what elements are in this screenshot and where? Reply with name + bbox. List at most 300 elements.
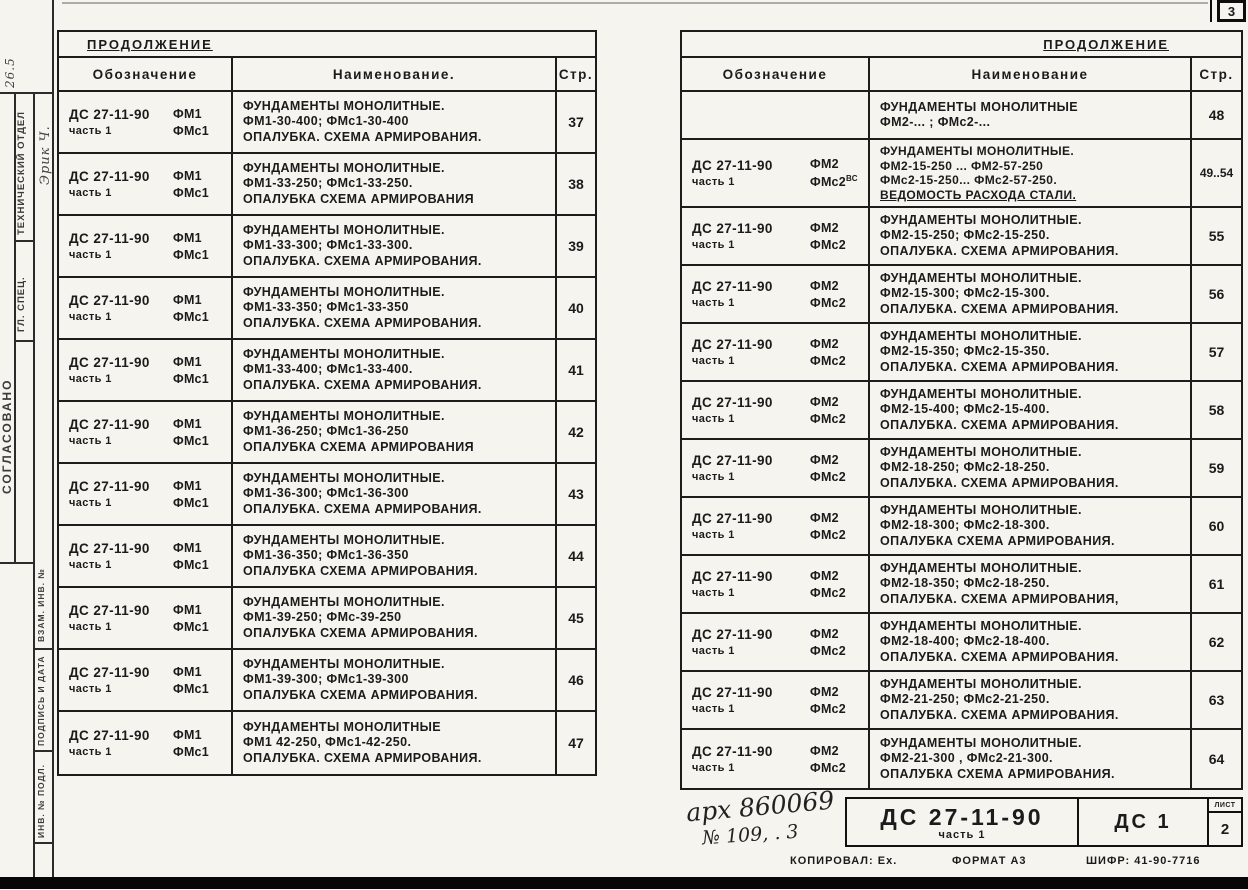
row-designation-code: ДС 27-11-90 (69, 293, 150, 308)
row-designation-part: часть 1 (692, 471, 735, 483)
frame-line (33, 842, 52, 844)
table-row (682, 266, 1241, 324)
row-name-cell (231, 526, 557, 586)
name-line: ФМ2-21-300 , ФМс2-21-300. (880, 751, 1053, 766)
column-header-designation: Обозначение (92, 66, 198, 82)
row-designation-left (692, 158, 810, 188)
row-page-number: 64 (1208, 751, 1225, 767)
row-page-number: 43 (568, 486, 584, 502)
name-line: ОПАЛУБКА. СХЕМА АРМИРОВАНИЯ. (880, 417, 1119, 432)
name-line: ФУНДАМЕНТЫ МОНОЛИТНЫЕ. (880, 618, 1082, 633)
row-mark-1: ФМ2 (810, 743, 839, 758)
row-designation-part: часть 1 (692, 297, 735, 309)
row-mark-2: ФМс2 (810, 469, 847, 484)
row-designation-cell (682, 672, 868, 728)
name-line: ФМ2-18-400; ФМс2-18-400. (880, 634, 1050, 649)
row-designation-cell (682, 140, 868, 206)
name-line: ФУНДАМЕНТЫ МОНОЛИТНЫЕ. (880, 212, 1082, 227)
row-name-cell (868, 92, 1192, 138)
name-line: ОПАЛУБКА СХЕМА АРМИРОВАНИЯ. (243, 625, 478, 640)
row-designation-part: часть 1 (69, 311, 112, 323)
row-marks (173, 169, 229, 200)
row-designation-part: часть 1 (69, 683, 112, 695)
name-line: ФМ1-39-250; ФМс-39-250 (243, 610, 402, 625)
row-designation-left (69, 541, 173, 571)
row-mark-2: ФМс1 (173, 371, 210, 386)
row-designation-left (69, 603, 173, 633)
row-designation-cell (59, 712, 231, 774)
row-designation-cell (59, 92, 231, 152)
row-mark-2: ФМс1 (173, 123, 210, 138)
name-line: ФУНДАМЕНТЫ МОНОЛИТНЫЕ. (880, 270, 1082, 285)
table-row (682, 440, 1241, 498)
row-designation-cell (682, 498, 868, 554)
name-line: ФУНДАМЕНТЫ МОНОЛИТНЫЕ. (243, 346, 445, 361)
row-page-number: 63 (1208, 692, 1225, 708)
row-mark-2: ФМс1 (173, 557, 210, 572)
table-row (59, 278, 595, 340)
row-page-number: 46 (568, 672, 584, 688)
row-designation-part: часть 1 (69, 249, 112, 261)
name-line: ФУНДАМЕНТЫ МОНОЛИТНЫЕ. (243, 532, 445, 547)
row-marks (173, 479, 229, 510)
name-line: ФМс2-15-250... ФМс2-57-250. (880, 173, 1058, 187)
row-mark-2: ФМс2 (810, 701, 847, 716)
frame-line (33, 648, 52, 650)
row-designation-left (692, 337, 810, 367)
continuation-label: ПРОДОЛЖЕНИЕ (87, 36, 213, 52)
row-mark-1: ФМ2 (810, 510, 839, 525)
table-body (59, 92, 595, 774)
name-line: ОПАЛУБКА. СХЕМА АРМИРОВАНИЯ. (880, 359, 1119, 374)
row-designation-cell (682, 324, 868, 380)
row-designation-left (692, 685, 810, 715)
row-designation-part: часть 1 (692, 355, 735, 367)
row-designation-left (692, 221, 810, 251)
side-stamp-inv-podl: ИНВ. № ПОДЛ. (36, 764, 46, 838)
row-name-cell (231, 588, 557, 648)
row-designation-left (692, 279, 810, 309)
row-mark-1: ФМ2 (810, 336, 839, 351)
row-mark-2: ФМс1 (173, 247, 210, 262)
row-designation-part: часть 1 (692, 239, 735, 251)
row-designation-left (69, 665, 173, 695)
row-mark-1: ФМ1 (173, 478, 202, 493)
name-line: ОПАЛУБКА. СХЕМА АРМИРОВАНИЯ. (243, 129, 482, 144)
row-mark-2: ФМс1 (173, 744, 210, 759)
document-code: ДС 27-11-90 (880, 803, 1044, 830)
row-marks (173, 417, 229, 448)
row-designation-code: ДС 27-11-90 (692, 744, 773, 759)
row-designation-code: ДС 27-11-90 (692, 685, 773, 700)
name-line: ФУНДАМЕНТЫ МОНОЛИТНЫЕ. (880, 328, 1082, 343)
name-line: ФМ2-18-300; ФМс2-18-300. (880, 518, 1050, 533)
column-header-designation: Обозначение (722, 66, 828, 82)
row-marks (173, 541, 229, 572)
frame-line (14, 340, 33, 342)
table-row (59, 650, 595, 712)
row-name-cell (868, 614, 1192, 670)
continuation-strip (59, 32, 595, 58)
table-row (682, 208, 1241, 266)
row-marks (810, 114, 866, 117)
row-designation-left (69, 355, 173, 385)
row-designation-cell (682, 730, 868, 788)
name-line: ФМ1-36-350; ФМс1-36-350 (243, 548, 409, 563)
row-designation-code: ДС 27-11-90 (69, 665, 150, 680)
row-mark-1: ФМ1 (173, 168, 202, 183)
name-line: ФУНДАМЕНТЫ МОНОЛИТНЫЕ (243, 719, 442, 734)
corner-tick-line (1210, 0, 1212, 22)
side-stamp-vzam-inv: ВЗАМ. ИНВ. № (36, 568, 46, 642)
column-header-name: Наименование. (231, 58, 557, 90)
row-designation-cell (59, 154, 231, 214)
row-name-cell (868, 440, 1192, 496)
name-line: ФМ1-30-400; ФМс1-30-400 (243, 114, 409, 129)
document-part: часть 1 (938, 828, 986, 841)
row-designation-cell (682, 92, 868, 138)
row-designation-code: ДС 27-11-90 (692, 569, 773, 584)
index-table-right (680, 30, 1243, 790)
page-corner-number: 3 (1217, 0, 1246, 22)
continuation-label: ПРОДОЛЖЕНИЕ (1043, 36, 1169, 52)
table-row (59, 526, 595, 588)
row-marks (173, 355, 229, 386)
name-line: ФМ1-33-250; ФМс1-33-250. (243, 176, 413, 191)
name-line: ФУНДАМЕНТЫ МОНОЛИТНЫЕ. (243, 470, 445, 485)
row-marks (173, 293, 229, 324)
row-marks (173, 665, 229, 696)
name-line: ОПАЛУБКА СХЕМА АРМИРОВАНИЯ. (243, 687, 478, 702)
row-page-number: 60 (1208, 518, 1225, 534)
name-line: ВЕДОМОСТЬ РАСХОДА СТАЛИ. (880, 187, 1077, 202)
name-line: ФМ1 42-250, ФМс1-42-250. (243, 735, 412, 750)
name-line: ФУНДАМЕНТЫ МОНОЛИТНЫЕ. (243, 656, 445, 671)
row-marks (173, 107, 229, 138)
row-designation-part: часть 1 (69, 435, 112, 447)
name-line: ФМ1-36-300; ФМс1-36-300 (243, 486, 409, 501)
row-name-cell (231, 92, 557, 152)
index-table-left (57, 30, 597, 776)
frame-line (0, 92, 52, 94)
table-row (682, 498, 1241, 556)
row-marks (810, 569, 866, 600)
row-name-cell (868, 324, 1192, 380)
table-row (682, 382, 1241, 440)
table-header-row (682, 58, 1241, 92)
row-designation-code: ДС 27-11-90 (692, 453, 773, 468)
row-mark-2: ФМс1 (173, 681, 210, 696)
table-row (59, 464, 595, 526)
column-header-name: Наименование (868, 58, 1192, 90)
row-page-number: 40 (568, 300, 584, 316)
row-mark-2: ФМс2 (810, 643, 847, 658)
column-header-page: Стр. (1199, 66, 1234, 82)
row-mark-1: ФМ1 (173, 602, 202, 617)
table-row (59, 712, 595, 774)
table-row (682, 92, 1241, 140)
row-page-number: 61 (1208, 576, 1225, 592)
row-designation-code: ДС 27-11-90 (692, 337, 773, 352)
row-designation-part: часть 1 (692, 176, 735, 188)
row-designation-code: ДС 27-11-90 (69, 107, 150, 122)
row-page-number: 57 (1208, 344, 1225, 360)
row-designation-part: часть 1 (69, 497, 112, 509)
row-mark-2: ФМс1 (173, 309, 210, 324)
name-line: ФУНДАМЕНТЫ МОНОЛИТНЫЕ. (243, 408, 445, 423)
sheet-cell (1209, 799, 1241, 845)
row-marks (173, 603, 229, 634)
frame-line (33, 750, 52, 752)
row-designation-left (69, 417, 173, 447)
row-designation-code: ДС 27-11-90 (69, 479, 150, 494)
row-designation-code: ДС 27-11-90 (692, 279, 773, 294)
row-designation-part: часть 1 (69, 621, 112, 633)
row-designation-left (692, 511, 810, 541)
name-line: ФУНДАМЕНТЫ МОНОЛИТНЫЕ. (243, 594, 445, 609)
handwritten-note: № 109, . 3 (701, 820, 800, 850)
row-marks (173, 728, 229, 759)
row-page-number: 38 (568, 176, 584, 192)
row-mark-1: ФМ2 (810, 278, 839, 293)
row-designation-part: часть 1 (692, 587, 735, 599)
side-stamp-soglasovano: СОГЛАСОВАНО (0, 378, 14, 494)
side-stamp-podpis-data: ПОДПИСЬ И ДАТА (36, 655, 46, 746)
frame-line (14, 240, 33, 242)
row-name-cell (868, 208, 1192, 264)
row-page-number: 42 (568, 424, 584, 440)
row-mark-1: ФМ1 (173, 292, 202, 307)
row-designation-cell (59, 588, 231, 648)
row-name-cell (231, 340, 557, 400)
name-line: ФУНДАМЕНТЫ МОНОЛИТНЫЕ. (880, 735, 1082, 750)
name-line: ФМ2-15-400; ФМс2-15-400. (880, 402, 1050, 417)
table-row (59, 154, 595, 216)
row-name-cell (231, 650, 557, 710)
row-page-number: 62 (1208, 634, 1225, 650)
frame-line (33, 92, 35, 878)
scan-bottom-bar (0, 877, 1248, 889)
name-line: ФУНДАМЕНТЫ МОНОЛИТНЫЕ (880, 99, 1079, 114)
row-page-number: 56 (1208, 286, 1225, 302)
row-designation-cell (59, 650, 231, 710)
row-designation-left (692, 744, 810, 774)
row-designation-code: ДС 27-11-90 (69, 541, 150, 556)
row-designation-part: часть 1 (692, 645, 735, 657)
frame-line (0, 562, 33, 564)
row-mark-2: ФМс2 (810, 295, 847, 310)
row-mark-2: ФМс2 (810, 237, 847, 252)
row-mark-2: ФМс1 (173, 433, 210, 448)
row-designation-cell (682, 556, 868, 612)
table-row (59, 92, 595, 154)
row-name-cell (868, 672, 1192, 728)
name-line: ФУНДАМЕНТЫ МОНОЛИТНЫЕ. (880, 676, 1082, 691)
row-designation-part: часть 1 (692, 703, 735, 715)
row-marks (810, 337, 866, 368)
table-row (59, 340, 595, 402)
row-designation-left (692, 453, 810, 483)
row-designation-code: ДС 27-11-90 (69, 231, 150, 246)
mark-superscript: ВС (846, 173, 858, 183)
row-name-cell (868, 556, 1192, 612)
row-mark-1: ФМ1 (173, 106, 202, 121)
name-line: ОПАЛУБКА. СХЕМА АРМИРОВАНИЯ. (880, 301, 1119, 316)
name-line: ФМ1-33-300; ФМс1-33-300. (243, 238, 413, 253)
name-line: ОПАЛУБКА. СХЕМА АРМИРОВАНИЯ. (880, 475, 1119, 490)
row-designation-code: ДС 27-11-90 (69, 728, 150, 743)
row-page-number: 48 (1208, 107, 1225, 123)
name-line: ОПАЛУБКА. СХЕМА АРМИРОВАНИЯ, (880, 591, 1119, 606)
row-name-cell (868, 266, 1192, 322)
name-line: ФМ1-36-250; ФМс1-36-250 (243, 424, 409, 439)
row-name-cell (868, 140, 1192, 206)
row-mark-1: ФМ1 (173, 727, 202, 742)
title-block (845, 797, 1243, 847)
row-name-cell (868, 730, 1192, 788)
row-mark-1: ФМ2 (810, 568, 839, 583)
name-line: ФУНДАМЕНТЫ МОНОЛИТНЫЕ. (880, 444, 1082, 459)
name-line: ОПАЛУБКА. СХЕМА АРМИРОВАНИЯ. (880, 649, 1119, 664)
row-page-number: 59 (1208, 460, 1225, 476)
row-marks (810, 511, 866, 542)
row-mark-2: ФМс2 (810, 353, 847, 368)
row-designation-left (692, 114, 810, 117)
row-designation-code: ДС 27-11-90 (69, 417, 150, 432)
table-row (59, 402, 595, 464)
name-line: ОПАЛУБКА. СХЕМА АРМИРОВАНИЯ. (243, 501, 482, 516)
row-designation-cell (59, 402, 231, 462)
side-handwriting-top: 26.5 (3, 57, 17, 88)
row-name-cell (231, 464, 557, 524)
row-marks (173, 231, 229, 262)
name-line: ОПАЛУБКА СХЕМА АРМИРОВАНИЯ. (880, 533, 1115, 548)
row-marks (810, 627, 866, 658)
row-mark-2: ФМс2 (810, 411, 847, 426)
row-page-number: 39 (568, 238, 584, 254)
row-designation-left (69, 728, 173, 758)
row-designation-code: ДС 27-11-90 (692, 511, 773, 526)
row-name-cell (231, 278, 557, 338)
row-marks (810, 685, 866, 716)
continuation-strip (682, 32, 1241, 58)
row-designation-cell (682, 614, 868, 670)
row-designation-part: часть 1 (692, 413, 735, 425)
name-line: ФМ2-15-300; ФМс2-15-300. (880, 286, 1050, 301)
row-mark-1: ФМ1 (173, 540, 202, 555)
name-line: ФМ1-33-400; ФМс1-33-400. (243, 362, 413, 377)
side-handwriting-mid: Эрик Ч. (38, 125, 53, 185)
row-marks (810, 453, 866, 484)
row-mark-1: ФМ2 (810, 156, 839, 171)
row-name-cell (231, 402, 557, 462)
table-row (682, 324, 1241, 382)
title-block-code-cell (847, 799, 1079, 845)
row-designation-code: ДС 27-11-90 (692, 221, 773, 236)
name-line: ФУНДАМЕНТЫ МОНОЛИТНЫЕ. (243, 222, 445, 237)
row-mark-2: ФМс2 (810, 585, 847, 600)
table-body (682, 92, 1241, 788)
row-designation-code: ДС 27-11-90 (692, 158, 773, 173)
name-line: ФУНДАМЕНТЫ МОНОЛИТНЫЕ. (243, 160, 445, 175)
copied-by-caption: КОПИРОВАЛ: Ех. (790, 855, 898, 867)
row-mark-1: ФМ2 (810, 452, 839, 467)
row-page-number: 58 (1208, 402, 1225, 418)
row-designation-left (692, 627, 810, 657)
name-line: ФМ2-18-350; ФМс2-18-250. (880, 576, 1050, 591)
row-designation-cell (59, 278, 231, 338)
name-line: ОПАЛУБКА. СХЕМА АРМИРОВАНИЯ. (243, 750, 482, 765)
name-line: ОПАЛУБКА. СХЕМА АРМИРОВАНИЯ. (243, 377, 482, 392)
row-marks (810, 395, 866, 426)
name-line: ОПАЛУБКА СХЕМА АРМИРОВАНИЯ. (880, 766, 1115, 781)
row-page-number: 49..54 (1199, 166, 1234, 180)
name-line: ОПАЛУБКА. СХЕМА АРМИРОВАНИЯ. (243, 253, 482, 268)
row-mark-1: ФМ2 (810, 394, 839, 409)
row-designation-cell (59, 216, 231, 276)
top-frame-line (62, 2, 1208, 4)
row-page-number: 45 (568, 610, 584, 626)
row-designation-left (692, 395, 810, 425)
row-designation-left (69, 169, 173, 199)
row-designation-left (69, 293, 173, 323)
sheet-number: 2 (1220, 820, 1230, 838)
row-designation-cell (682, 266, 868, 322)
row-designation-code: ДС 27-11-90 (69, 603, 150, 618)
name-line: ОПАЛУБКА. СХЕМА АРМИРОВАНИЯ. (880, 243, 1119, 258)
row-marks (810, 744, 866, 775)
row-marks (810, 221, 866, 252)
cipher-caption: ШИФР: 41-90-7716 (1086, 855, 1201, 867)
name-line: ФУНДАМЕНТЫ МОНОЛИТНЫЕ. (880, 144, 1075, 158)
name-line: ФМ2-18-250; ФМс2-18-250. (880, 460, 1050, 475)
table-row (682, 614, 1241, 672)
row-mark-1: ФМ2 (810, 220, 839, 235)
row-designation-cell (682, 208, 868, 264)
row-page-number: 41 (568, 362, 584, 378)
row-designation-code: ДС 27-11-90 (692, 627, 773, 642)
format-caption: ФОРМАТ А3 (952, 855, 1027, 867)
row-mark-1: ФМ1 (173, 354, 202, 369)
side-stamp-gl-spec: ГЛ. СПЕЦ. (16, 276, 27, 332)
name-line: ФМ2-... ; ФМс2-... (880, 115, 991, 129)
row-name-cell (231, 712, 557, 774)
name-line: ФУНДАМЕНТЫ МОНОЛИТНЫЕ. (880, 386, 1082, 401)
column-header-page: Стр. (558, 66, 594, 82)
row-mark-1: ФМ2 (810, 684, 839, 699)
row-designation-cell (682, 440, 868, 496)
name-line: ФМ2-15-250; ФМс2-15-250. (880, 228, 1050, 243)
name-line: ФУНДАМЕНТЫ МОНОЛИТНЫЕ. (243, 98, 445, 113)
name-line: ОПАЛУБКА СХЕМА АРМИРОВАНИЯ. (243, 563, 478, 578)
row-page-number: 44 (568, 548, 584, 564)
row-designation-part: часть 1 (69, 187, 112, 199)
table-row (59, 588, 595, 650)
row-designation-code: ДС 27-11-90 (69, 355, 150, 370)
row-name-cell (231, 216, 557, 276)
name-line: ФМ2-15-350; ФМс2-15-350. (880, 344, 1050, 359)
row-marks (810, 157, 866, 189)
row-page-number: 37 (568, 114, 584, 130)
name-line: ФУНДАМЕНТЫ МОНОЛИТНЫЕ. (880, 560, 1082, 575)
row-mark-2: ФМс1 (173, 185, 210, 200)
name-line: ФМ1-39-300; ФМс1-39-300 (243, 672, 409, 687)
row-mark-2: ФМс2 (810, 760, 847, 775)
row-designation-cell (682, 382, 868, 438)
row-name-cell (868, 498, 1192, 554)
row-designation-part: часть 1 (69, 373, 112, 385)
row-designation-left (69, 231, 173, 261)
